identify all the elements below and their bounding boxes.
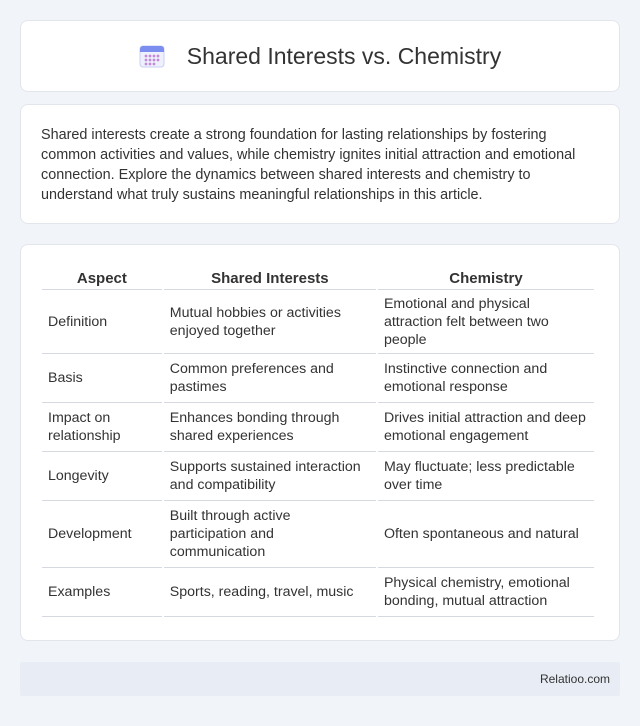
header-card — [20, 20, 620, 92]
cell-aspect: Impact on relationship — [42, 403, 162, 452]
table-header-row — [42, 263, 594, 290]
cell-chemistry: Often spontaneous and natural — [378, 501, 594, 568]
cell-shared-interests: Supports sustained interaction and compatibility — [164, 452, 376, 501]
table-row — [42, 290, 594, 354]
cell-aspect: Definition — [42, 290, 162, 354]
cell-shared-interests: Mutual hobbies or activities enjoyed together — [164, 290, 376, 354]
cell-shared-interests: Common preferences and pastimes — [164, 354, 376, 403]
table-row — [42, 501, 594, 568]
header-chemistry: Chemistry — [378, 263, 594, 290]
cell-chemistry: Instinctive connection and emotional response — [378, 354, 594, 403]
table-row — [42, 568, 594, 617]
header-aspect: Aspect — [42, 263, 162, 290]
cell-aspect: Development — [42, 501, 162, 568]
calendar-icon — [139, 44, 165, 68]
cell-shared-interests: Enhances bonding through shared experiences — [164, 403, 376, 452]
cell-chemistry: Physical chemistry, emotional bonding, mutual attraction — [378, 568, 594, 617]
comparison-card — [20, 244, 620, 641]
footer-brand[interactable]: Relatioo.com — [539, 672, 610, 686]
cell-shared-interests: Sports, reading, travel, music — [164, 568, 376, 617]
intro-text: Shared interests create a strong foundation for lasting relationships by fostering common activities and values, while chemistry ignites initial attraction and emotional connection. Explore the dynamics between shared interests and chemistry to understand what truly sustains meaningful relationships in this article. — [41, 127, 576, 203]
table-row — [42, 403, 594, 452]
page-title: Shared Interests vs. Chemistry — [186, 42, 502, 69]
footer — [20, 662, 620, 696]
cell-aspect: Longevity — [42, 452, 162, 501]
cell-chemistry: Emotional and physical attraction felt between two people — [378, 290, 594, 354]
table-row — [42, 452, 594, 501]
intro-card — [20, 104, 620, 224]
comparison-table — [40, 263, 596, 617]
cell-chemistry: Drives initial attraction and deep emotional engagement — [378, 403, 594, 452]
cell-shared-interests: Built through active participation and communication — [164, 501, 376, 568]
header-shared-interests: Shared Interests — [164, 263, 376, 290]
cell-chemistry: May fluctuate; less predictable over time — [378, 452, 594, 501]
cell-aspect: Examples — [42, 568, 162, 617]
table-row — [42, 354, 594, 403]
cell-aspect: Basis — [42, 354, 162, 403]
